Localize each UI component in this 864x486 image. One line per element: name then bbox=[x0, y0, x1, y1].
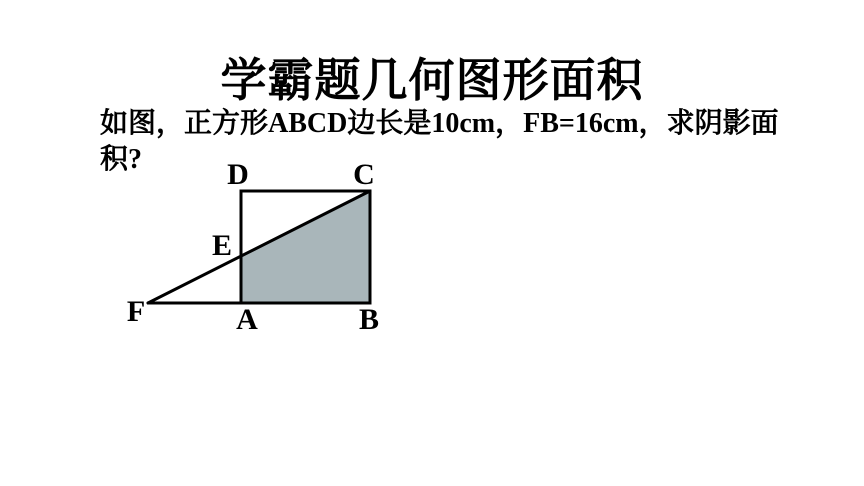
label-C: C bbox=[353, 158, 375, 191]
problem-line-1: 如图，正方形ABCD边长是10cm，FB=16cm，求阴影面 bbox=[100, 108, 779, 139]
label-E: E bbox=[211, 229, 233, 262]
label-B: B bbox=[358, 303, 380, 336]
problem-line-2: 积? bbox=[100, 144, 143, 175]
label-F: F bbox=[126, 295, 146, 328]
page-title: 学霸题几何图形面积 bbox=[220, 55, 644, 106]
label-A: A bbox=[236, 303, 258, 336]
label-D: D bbox=[227, 158, 249, 191]
